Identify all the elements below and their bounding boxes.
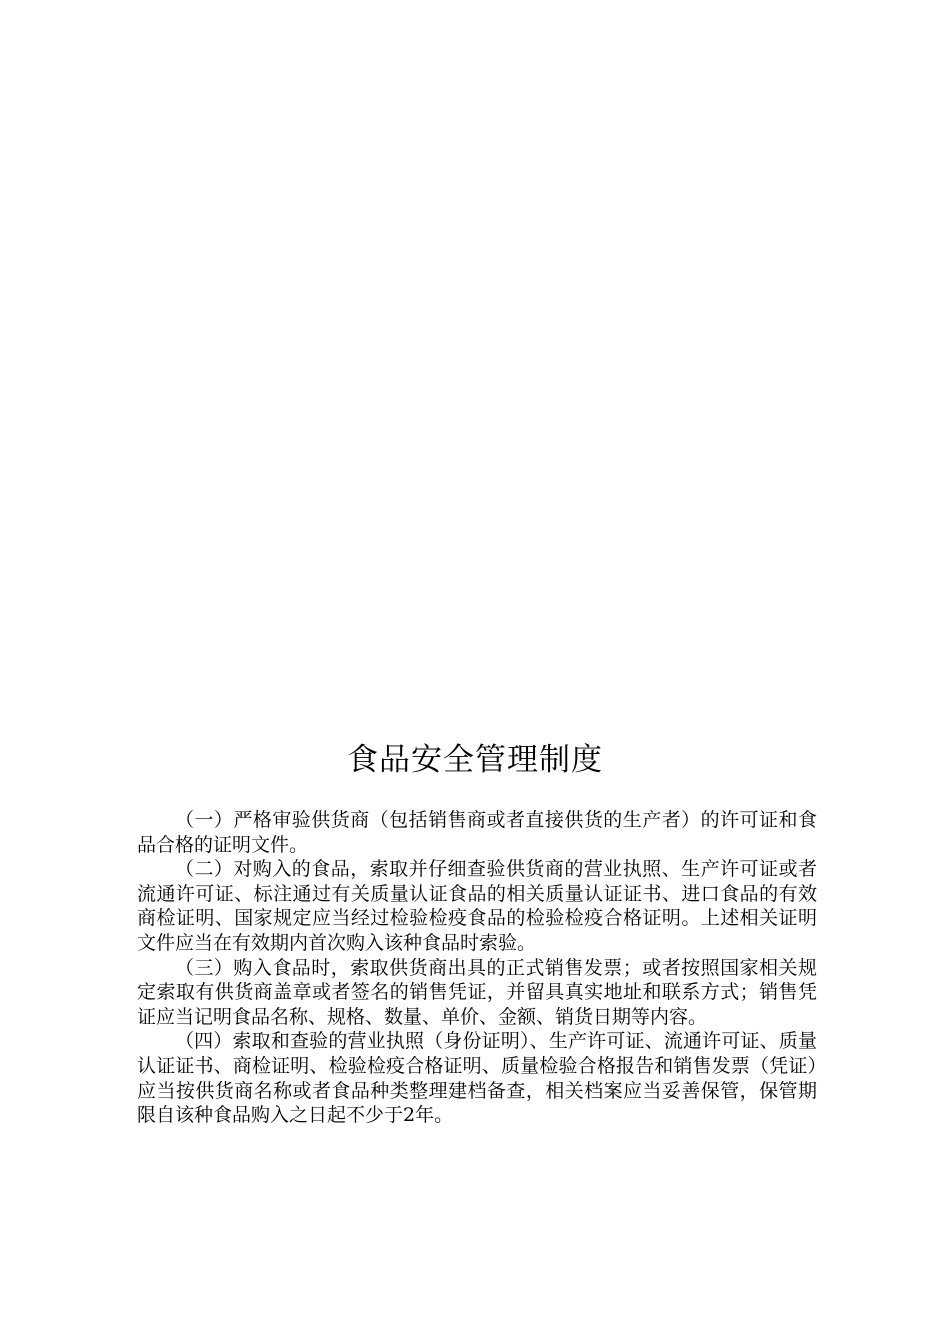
paragraph-4: （四）索取和查验的营业执照（身份证明）、生产许可证、流通许可证、质量认证证书、商检证明、检验检疫合格证明、质量检验合格报告和销售发票（凭证）应当按供货商名称或者食品种类整理建档备查，相关档案应当妥善保管，保管期限自该种食品购入之日起不少于2年。 [137, 1030, 817, 1127]
paragraph-3: （三）购入食品时，索取供货商出具的正式销售发票；或者按照国家相关规定索取有供货商盖章或者签名的销售凭证，并留具真实地址和联系方式；销售凭证应当记明食品名称、规格、数量、单价、金额、销货日期等内容。 [137, 956, 817, 1028]
paragraph-2: （二）对购入的食品，索取并仔细查验供货商的营业执照、生产许可证或者流通许可证、标注通过有关质量认证食品的相关质量认证证书、进口食品的有效商检证明、国家规定应当经过检验检疫食品的检验检疫合格证明。上述相关证明文件应当在有效期内首次购入该种食品时索验。 [137, 858, 817, 954]
paragraph-1: （一）严格审验供货商（包括销售商或者直接供货的生产者）的许可证和食品合格的证明文件。 [137, 809, 817, 856]
document-title: 食品安全管理制度 [347, 742, 603, 778]
document-body [137, 808, 817, 1128]
